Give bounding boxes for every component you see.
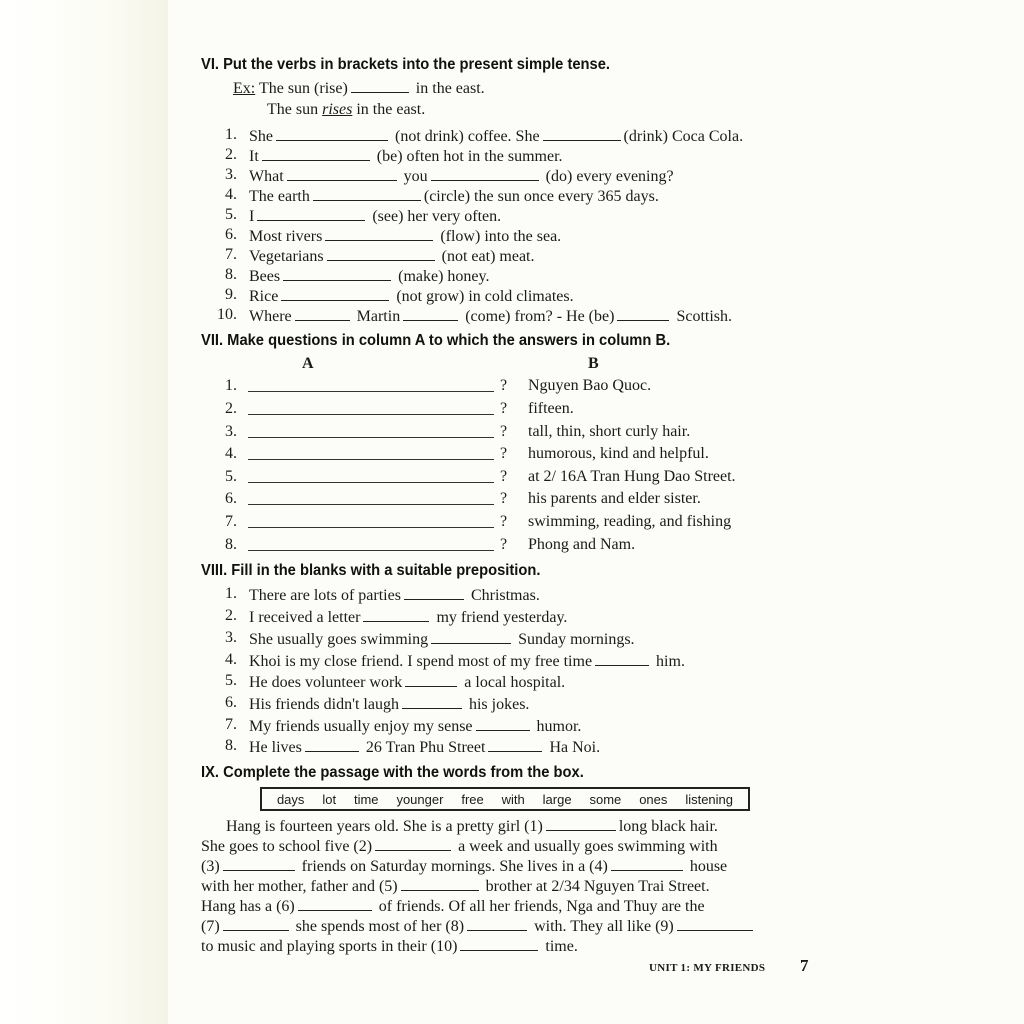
blank[interactable]: [402, 694, 462, 709]
example-text: in the east.: [356, 101, 426, 118]
item-text: He lives: [249, 739, 302, 756]
blank[interactable]: [363, 607, 429, 622]
item-number: 2.: [225, 607, 237, 624]
blank[interactable]: [281, 286, 389, 301]
blank[interactable]: [543, 126, 621, 141]
passage-text: friends on Saturday mornings. She lives in a (4): [301, 858, 608, 875]
exercise-item: [249, 166, 674, 186]
item-number: 7.: [225, 513, 237, 530]
blank[interactable]: [611, 856, 683, 871]
item-text: She usually goes swimming: [249, 631, 429, 648]
blank[interactable]: [262, 146, 370, 161]
word-option: free: [461, 791, 484, 807]
question-blank[interactable]: [248, 400, 494, 415]
question-mark: ?: [500, 423, 508, 440]
item-text: Scottish.: [676, 308, 732, 325]
blank[interactable]: [467, 916, 527, 931]
item-text: humor.: [536, 718, 582, 735]
example-text: in the east.: [415, 80, 485, 97]
item-text: Ha Noi.: [549, 739, 601, 756]
blank[interactable]: [283, 266, 391, 281]
blank[interactable]: [617, 306, 669, 321]
passage-text: with her mother, father and (5): [201, 878, 398, 895]
passage-text: long black hair.: [618, 818, 718, 835]
column-a-heading: A: [302, 355, 314, 372]
answer-text: Nguyen Bao Quoc.: [528, 377, 652, 394]
answer-text: humorous, kind and helpful.: [528, 445, 709, 462]
section-ix-heading: IX. Complete the passage with the words from the box.: [201, 764, 584, 781]
item-text: his jokes.: [468, 696, 530, 713]
item-number: 4.: [225, 186, 237, 203]
example-label: Ex:: [233, 80, 256, 97]
question-mark: ?: [500, 513, 508, 530]
item-text: (circle) the sun once every 365 days.: [423, 188, 659, 205]
item-text: His friends didn't laugh: [249, 696, 399, 713]
blank[interactable]: [405, 672, 457, 687]
item-text: Vegetarians: [249, 248, 324, 265]
word-option: younger: [396, 791, 444, 807]
item-text: (make) honey.: [398, 268, 490, 285]
exercise-item: [249, 607, 567, 627]
item-number: 9.: [225, 286, 237, 303]
question-blank[interactable]: [248, 423, 494, 438]
item-text: (flow) into the sea.: [440, 228, 562, 245]
exercise-item: [249, 186, 659, 206]
item-number: 10.: [217, 306, 237, 323]
item-number: 3.: [225, 166, 237, 183]
question-blank[interactable]: [248, 377, 494, 392]
blank[interactable]: [276, 126, 388, 141]
item-number: 8.: [225, 536, 237, 553]
word-option: with: [501, 791, 525, 807]
question-blank[interactable]: [248, 445, 494, 460]
item-text: 26 Tran Phu Street: [365, 739, 486, 756]
item-text: (be) often hot in the summer.: [376, 148, 563, 165]
exercise-item: [249, 651, 685, 671]
item-number: 3.: [225, 629, 237, 646]
passage-text: She goes to school five (2): [201, 838, 373, 855]
passage-text: of friends. Of all her friends, Nga and Thuy are the: [378, 898, 705, 915]
exercise-item: [249, 206, 501, 226]
exercise-item: [249, 672, 565, 692]
example-text: The sun: [267, 101, 319, 118]
word-option: some: [589, 791, 622, 807]
item-text: Martin: [356, 308, 401, 325]
question-mark: ?: [500, 468, 508, 485]
question-mark: ?: [500, 400, 508, 417]
blank[interactable]: [476, 716, 530, 731]
item-text: What: [249, 168, 284, 185]
answer-text: Phong and Nam.: [528, 536, 636, 553]
question-blank[interactable]: [248, 490, 494, 505]
passage-text: with. They all like (9): [534, 918, 674, 935]
item-text: He does volunteer work: [249, 674, 403, 691]
blank[interactable]: [325, 226, 433, 241]
answer-text: at 2/ 16A Tran Hung Dao Street.: [528, 468, 736, 485]
item-number: 2.: [225, 146, 237, 163]
passage-line: [201, 916, 756, 936]
question-mark: ?: [500, 445, 508, 462]
blank[interactable]: [404, 585, 464, 600]
exercise-item: [249, 126, 743, 146]
item-text: (not eat) meat.: [441, 248, 535, 265]
answer-text: swimming, reading, and fishing: [528, 513, 732, 530]
blank[interactable]: [595, 651, 649, 666]
item-text: Most rivers: [249, 228, 323, 245]
passage-text: brother at 2/34 Nguyen Trai Street.: [485, 878, 710, 895]
item-text: (not grow) in cold climates.: [396, 288, 574, 305]
passage-text: (7): [201, 918, 220, 935]
item-number: 3.: [225, 423, 237, 440]
word-option: large: [542, 791, 572, 807]
item-text: a local hospital.: [464, 674, 566, 691]
item-number: 8.: [225, 266, 237, 283]
blank[interactable]: [403, 306, 458, 321]
exercise-item: [249, 246, 534, 266]
item-number: 7.: [225, 246, 237, 263]
example-line-2: [267, 101, 425, 119]
item-number: 6.: [225, 694, 237, 711]
exercise-item: [249, 226, 561, 246]
blank[interactable]: [488, 737, 542, 752]
item-text: (come) from? - He (be): [465, 308, 615, 325]
item-number: 8.: [225, 737, 237, 754]
blank[interactable]: [298, 896, 372, 911]
item-text: Where: [249, 308, 292, 325]
column-b-heading: B: [588, 355, 599, 372]
passage-line: [201, 936, 578, 956]
item-number: 6.: [225, 490, 237, 507]
passage-line: [201, 876, 710, 896]
item-text: Christmas.: [470, 587, 540, 604]
item-number: 1.: [225, 126, 237, 143]
passage-line: [201, 856, 727, 876]
item-number: 4.: [225, 445, 237, 462]
item-text: It: [249, 148, 259, 165]
item-text: My friends usually enjoy my sense: [249, 718, 473, 735]
word-option: ones: [639, 791, 668, 807]
passage-text: time.: [545, 938, 578, 955]
exercise-item: [249, 737, 600, 757]
page-margin-strip: [0, 0, 168, 1024]
item-text: (not drink) coffee. She: [395, 128, 540, 145]
word-option: lot: [322, 791, 337, 807]
blank[interactable]: [460, 936, 538, 951]
answer-text: his parents and elder sister.: [528, 490, 701, 507]
word-option: days: [276, 791, 305, 807]
section-vii-heading: VII. Make questions in column A to which the answers in column B.: [201, 332, 671, 349]
blank[interactable]: [223, 856, 295, 871]
blank[interactable]: [327, 246, 435, 261]
item-text: Rice: [249, 288, 279, 305]
item-text: you: [403, 168, 428, 185]
question-blank[interactable]: [248, 468, 494, 483]
item-text: him.: [656, 653, 685, 670]
item-number: 6.: [225, 226, 237, 243]
exercise-item: [249, 266, 489, 286]
example-line-1: [233, 78, 485, 98]
blank[interactable]: [313, 186, 421, 201]
item-number: 2.: [225, 400, 237, 417]
passage-text: a week and usually goes swimming with: [458, 838, 718, 855]
item-number: 4.: [225, 651, 237, 668]
question-mark: ?: [500, 377, 508, 394]
section-vi-heading: VI. Put the verbs in brackets into the present simple tense.: [201, 56, 611, 73]
item-number: 5.: [225, 672, 237, 689]
item-text: Bees: [249, 268, 281, 285]
blank[interactable]: [287, 166, 397, 181]
blank[interactable]: [223, 916, 289, 931]
word-box: [260, 787, 750, 811]
item-text: I: [249, 208, 255, 225]
item-text: She: [249, 128, 273, 145]
blank[interactable]: [677, 916, 753, 931]
answer-text: fifteen.: [528, 400, 574, 417]
blank[interactable]: [257, 206, 365, 221]
blank[interactable]: [431, 166, 539, 181]
exercise-item: [249, 629, 635, 649]
item-number: 5.: [225, 468, 237, 485]
blank[interactable]: [351, 78, 409, 93]
exercise-item: [249, 146, 563, 166]
passage-text: Hang is fourteen years old. She is a pretty girl (1): [226, 818, 543, 835]
item-text: (do) every evening?: [545, 168, 674, 185]
footer-unit-label: UNIT 1: MY FRIENDS: [649, 962, 766, 974]
passage-text: to music and playing sports in their (10): [201, 938, 458, 955]
word-option: time: [353, 791, 379, 807]
item-number: 1.: [225, 377, 237, 394]
item-number: 7.: [225, 716, 237, 733]
page-number: 7: [800, 956, 809, 975]
passage-text: Hang has a (6): [201, 898, 295, 915]
question-blank[interactable]: [248, 513, 494, 528]
exercise-item: [249, 306, 732, 326]
blank[interactable]: [546, 816, 616, 831]
example-answer: rises: [322, 101, 353, 118]
item-text: (see) her very often.: [372, 208, 502, 225]
example-text: The sun (rise): [258, 80, 348, 97]
answer-text: tall, thin, short curly hair.: [528, 423, 691, 440]
section-viii-heading: VIII. Fill in the blanks with a suitable preposition.: [201, 562, 541, 579]
exercise-item: [249, 694, 529, 714]
passage-text: (3): [201, 858, 220, 875]
item-text: my friend yesterday.: [436, 609, 568, 626]
item-text: Sunday mornings.: [518, 631, 635, 648]
question-mark: ?: [500, 490, 508, 507]
question-blank[interactable]: [248, 536, 494, 551]
item-text: I received a letter: [249, 609, 361, 626]
item-text: Khoi is my close friend. I spend most of my free time: [249, 653, 593, 670]
passage-line: [226, 816, 718, 836]
question-mark: ?: [500, 536, 508, 553]
passage-text: she spends most of her (8): [295, 918, 465, 935]
blank[interactable]: [305, 737, 359, 752]
word-option: listening: [685, 791, 734, 807]
item-text: The earth: [249, 188, 310, 205]
blank[interactable]: [401, 876, 479, 891]
item-text: There are lots of parties: [249, 587, 401, 604]
blank[interactable]: [295, 306, 350, 321]
item-number: 1.: [225, 585, 237, 602]
passage-text: house: [689, 858, 728, 875]
item-text: (drink) Coca Cola.: [623, 128, 744, 145]
exercise-item: [249, 585, 540, 605]
blank[interactable]: [431, 629, 511, 644]
exercise-item: [249, 716, 581, 736]
passage-line: [201, 896, 705, 916]
item-number: 5.: [225, 206, 237, 223]
passage-line: [201, 836, 718, 856]
exercise-item: [249, 286, 574, 306]
blank[interactable]: [375, 836, 451, 851]
